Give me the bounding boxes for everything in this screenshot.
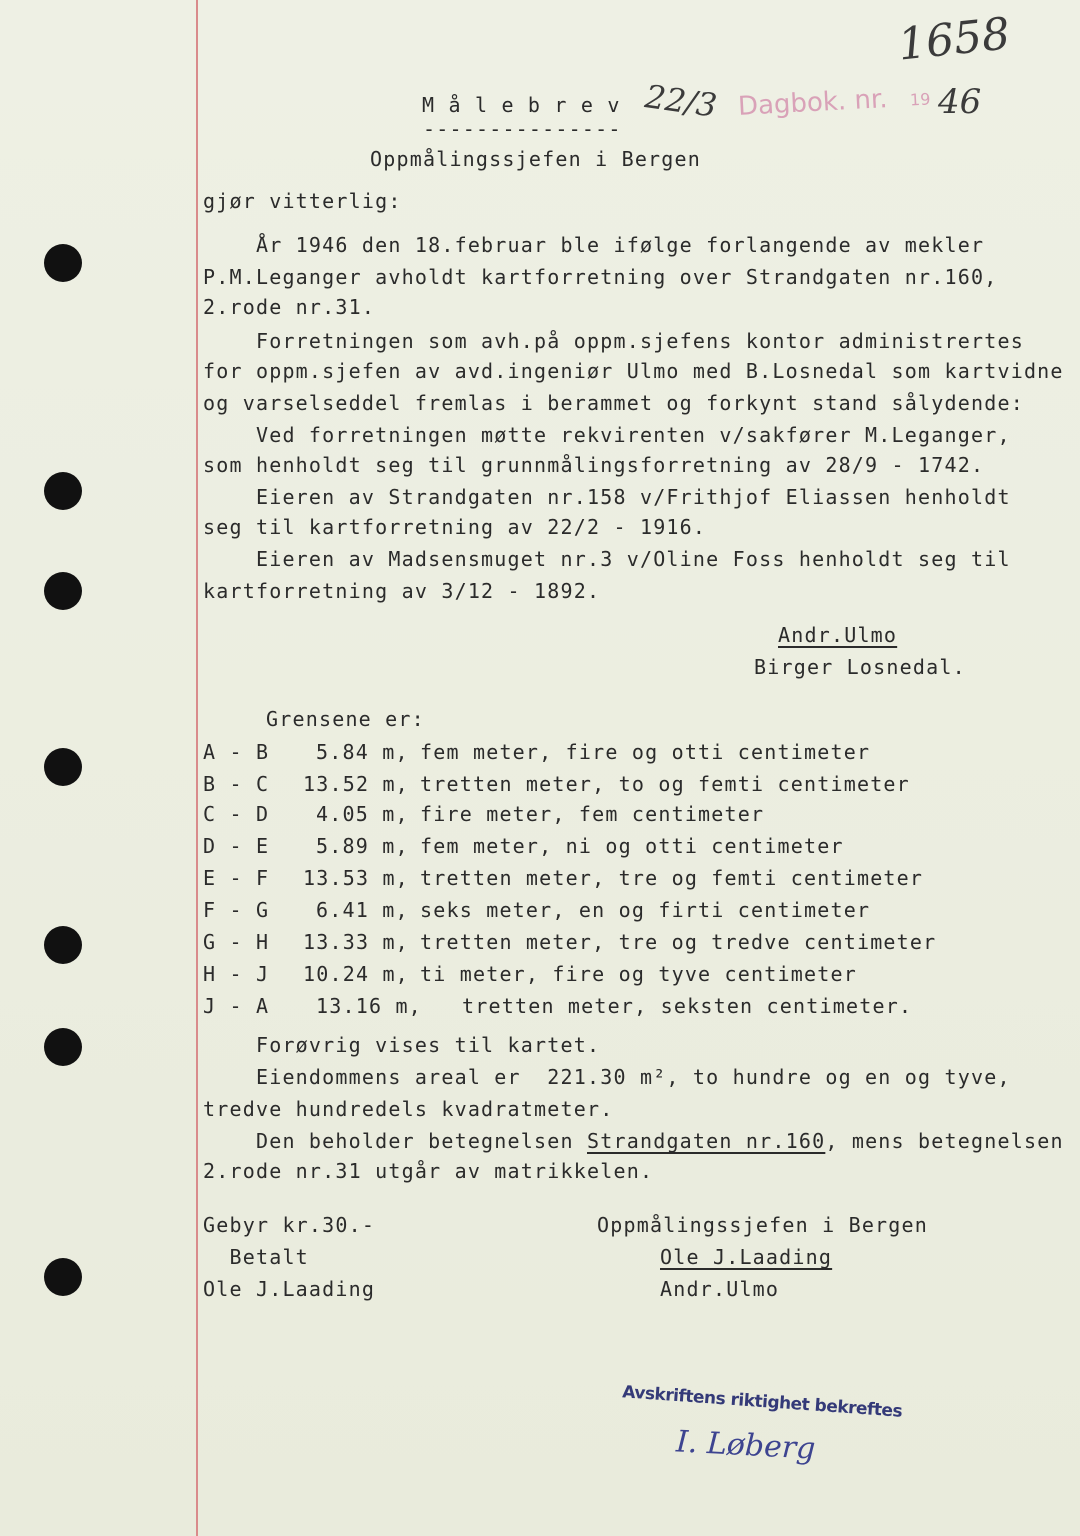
title-underline: --------------- xyxy=(423,117,622,141)
margin-rule xyxy=(196,0,198,1536)
boundary-segment: A - B xyxy=(203,740,270,764)
binder-hole xyxy=(44,1028,82,1066)
new-designation: Strandgaten nr.160 xyxy=(587,1129,826,1153)
body-line: kartforretning av 3/12 - 1892. xyxy=(203,579,601,603)
journal-stamp-year: 19 xyxy=(909,89,931,110)
binder-hole xyxy=(44,572,82,610)
body-line: som henholdt seg til grunnmålingsforretning av 28/9 - 1742. xyxy=(203,453,985,477)
document-title: M å l e b r e v xyxy=(422,93,621,117)
boundary-words: tretten meter, seksten centimeter. xyxy=(462,994,913,1018)
boundary-length: 13.52 m, xyxy=(303,772,409,796)
boundary-segment: C - D xyxy=(203,802,270,826)
binder-hole xyxy=(44,244,82,282)
boundary-length: 10.24 m, xyxy=(303,962,409,986)
office-name: Oppmålingssjefen i Bergen xyxy=(597,1213,929,1237)
certification-signature: I. Løberg xyxy=(675,1424,817,1467)
authority-heading: Oppmålingssjefen i Bergen xyxy=(370,147,702,171)
paid-label: Betalt xyxy=(203,1245,309,1269)
binder-hole xyxy=(44,926,82,964)
binder-hole xyxy=(44,748,82,786)
boundary-words: fire meter, fem centimeter xyxy=(420,802,765,826)
boundary-words: fem meter, fire og otti centimeter xyxy=(420,740,871,764)
body-line: Ved forretningen møtte rekvirenten v/sakfører M.Leganger, xyxy=(203,423,1011,447)
boundary-segment: J - A xyxy=(203,994,270,1018)
designation-line xyxy=(203,1128,1064,1154)
boundary-words: seks meter, en og firti centimeter xyxy=(420,898,871,922)
date-note: 22/3 xyxy=(642,77,720,125)
fee-label: Gebyr kr.30.- xyxy=(203,1213,376,1237)
declaration: gjør vitterlig: xyxy=(203,189,402,213)
journal-stamp: Dagbok. nr. xyxy=(737,84,889,122)
closing-line: tredve hundredels kvadratmeter. xyxy=(203,1097,614,1121)
closing-line: Eiendommens areal er 221.30 m², to hundre og en og tyve, xyxy=(203,1065,1011,1089)
binder-hole xyxy=(44,472,82,510)
boundary-segment: B - C xyxy=(203,772,270,796)
certification-stamp: Avskriftens riktighet bekreftes xyxy=(621,1382,903,1422)
boundary-length: 5.89 m, xyxy=(316,834,409,858)
boundary-segment: F - G xyxy=(203,898,270,922)
body-line: 2.rode nr.31. xyxy=(203,295,376,319)
boundary-words: tretten meter, tre og femti centimeter xyxy=(420,866,924,890)
body-line: Forretningen som avh.på oppm.sjefens kontor administrertes xyxy=(203,329,1024,353)
office-signer: Ole J.Laading xyxy=(660,1245,833,1269)
boundary-segment: E - F xyxy=(203,866,270,890)
designation-pre: Den beholder betegnelsen xyxy=(203,1129,587,1153)
body-line: Eieren av Strandgaten nr.158 v/Frithjof Eliassen henholdt xyxy=(203,485,1011,509)
body-line: og varselseddel fremlas i berammet og forkynt stand sålydende: xyxy=(203,391,1024,415)
body-line: seg til kartforretning av 22/2 - 1916. xyxy=(203,515,707,539)
boundary-segment: G - H xyxy=(203,930,270,954)
boundary-words: fem meter, ni og otti centimeter xyxy=(420,834,844,858)
body-line: År 1946 den 18.februar ble ifølge forlangende av mekler xyxy=(203,233,985,257)
boundaries-heading: Grensene er: xyxy=(266,707,425,731)
office-signer: Andr.Ulmo xyxy=(660,1277,780,1301)
closing-line: Forøvrig vises til kartet. xyxy=(203,1033,601,1057)
year-handwritten: 46 xyxy=(938,82,982,122)
binder-hole xyxy=(44,1258,82,1296)
boundary-words: tretten meter, to og femti centimeter xyxy=(420,772,910,796)
boundary-length: 13.53 m, xyxy=(303,866,409,890)
fee-signer: Ole J.Laading xyxy=(203,1277,376,1301)
body-line: Eieren av Madsensmuget nr.3 v/Oline Foss henholdt seg til xyxy=(203,547,1011,571)
boundary-length: 13.33 m, xyxy=(303,930,409,954)
witness-signature: Andr.Ulmo xyxy=(778,623,898,647)
boundary-segment: H - J xyxy=(203,962,270,986)
boundary-length: 6.41 m, xyxy=(316,898,409,922)
boundary-words: tretten meter, tre og tredve centimeter xyxy=(420,930,937,954)
witness-signature: Birger Losnedal. xyxy=(754,655,966,679)
folio-number: 1658 xyxy=(895,8,1013,71)
boundary-length: 4.05 m, xyxy=(316,802,409,826)
body-line: for oppm.sjefen av avd.ingeniør Ulmo med B.Losnedal som kartvidne xyxy=(203,359,1064,383)
designation-post: , mens betegnelsen xyxy=(825,1129,1064,1153)
boundary-length: 13.16 m, xyxy=(316,994,422,1018)
body-line: P.M.Leganger avholdt kartforretning over Strandgaten nr.160, xyxy=(203,265,998,289)
boundary-length: 5.84 m, xyxy=(316,740,409,764)
boundary-segment: D - E xyxy=(203,834,270,858)
boundary-words: ti meter, fire og tyve centimeter xyxy=(420,962,857,986)
designation-line-2: 2.rode nr.31 utgår av matrikkelen. xyxy=(203,1159,654,1183)
